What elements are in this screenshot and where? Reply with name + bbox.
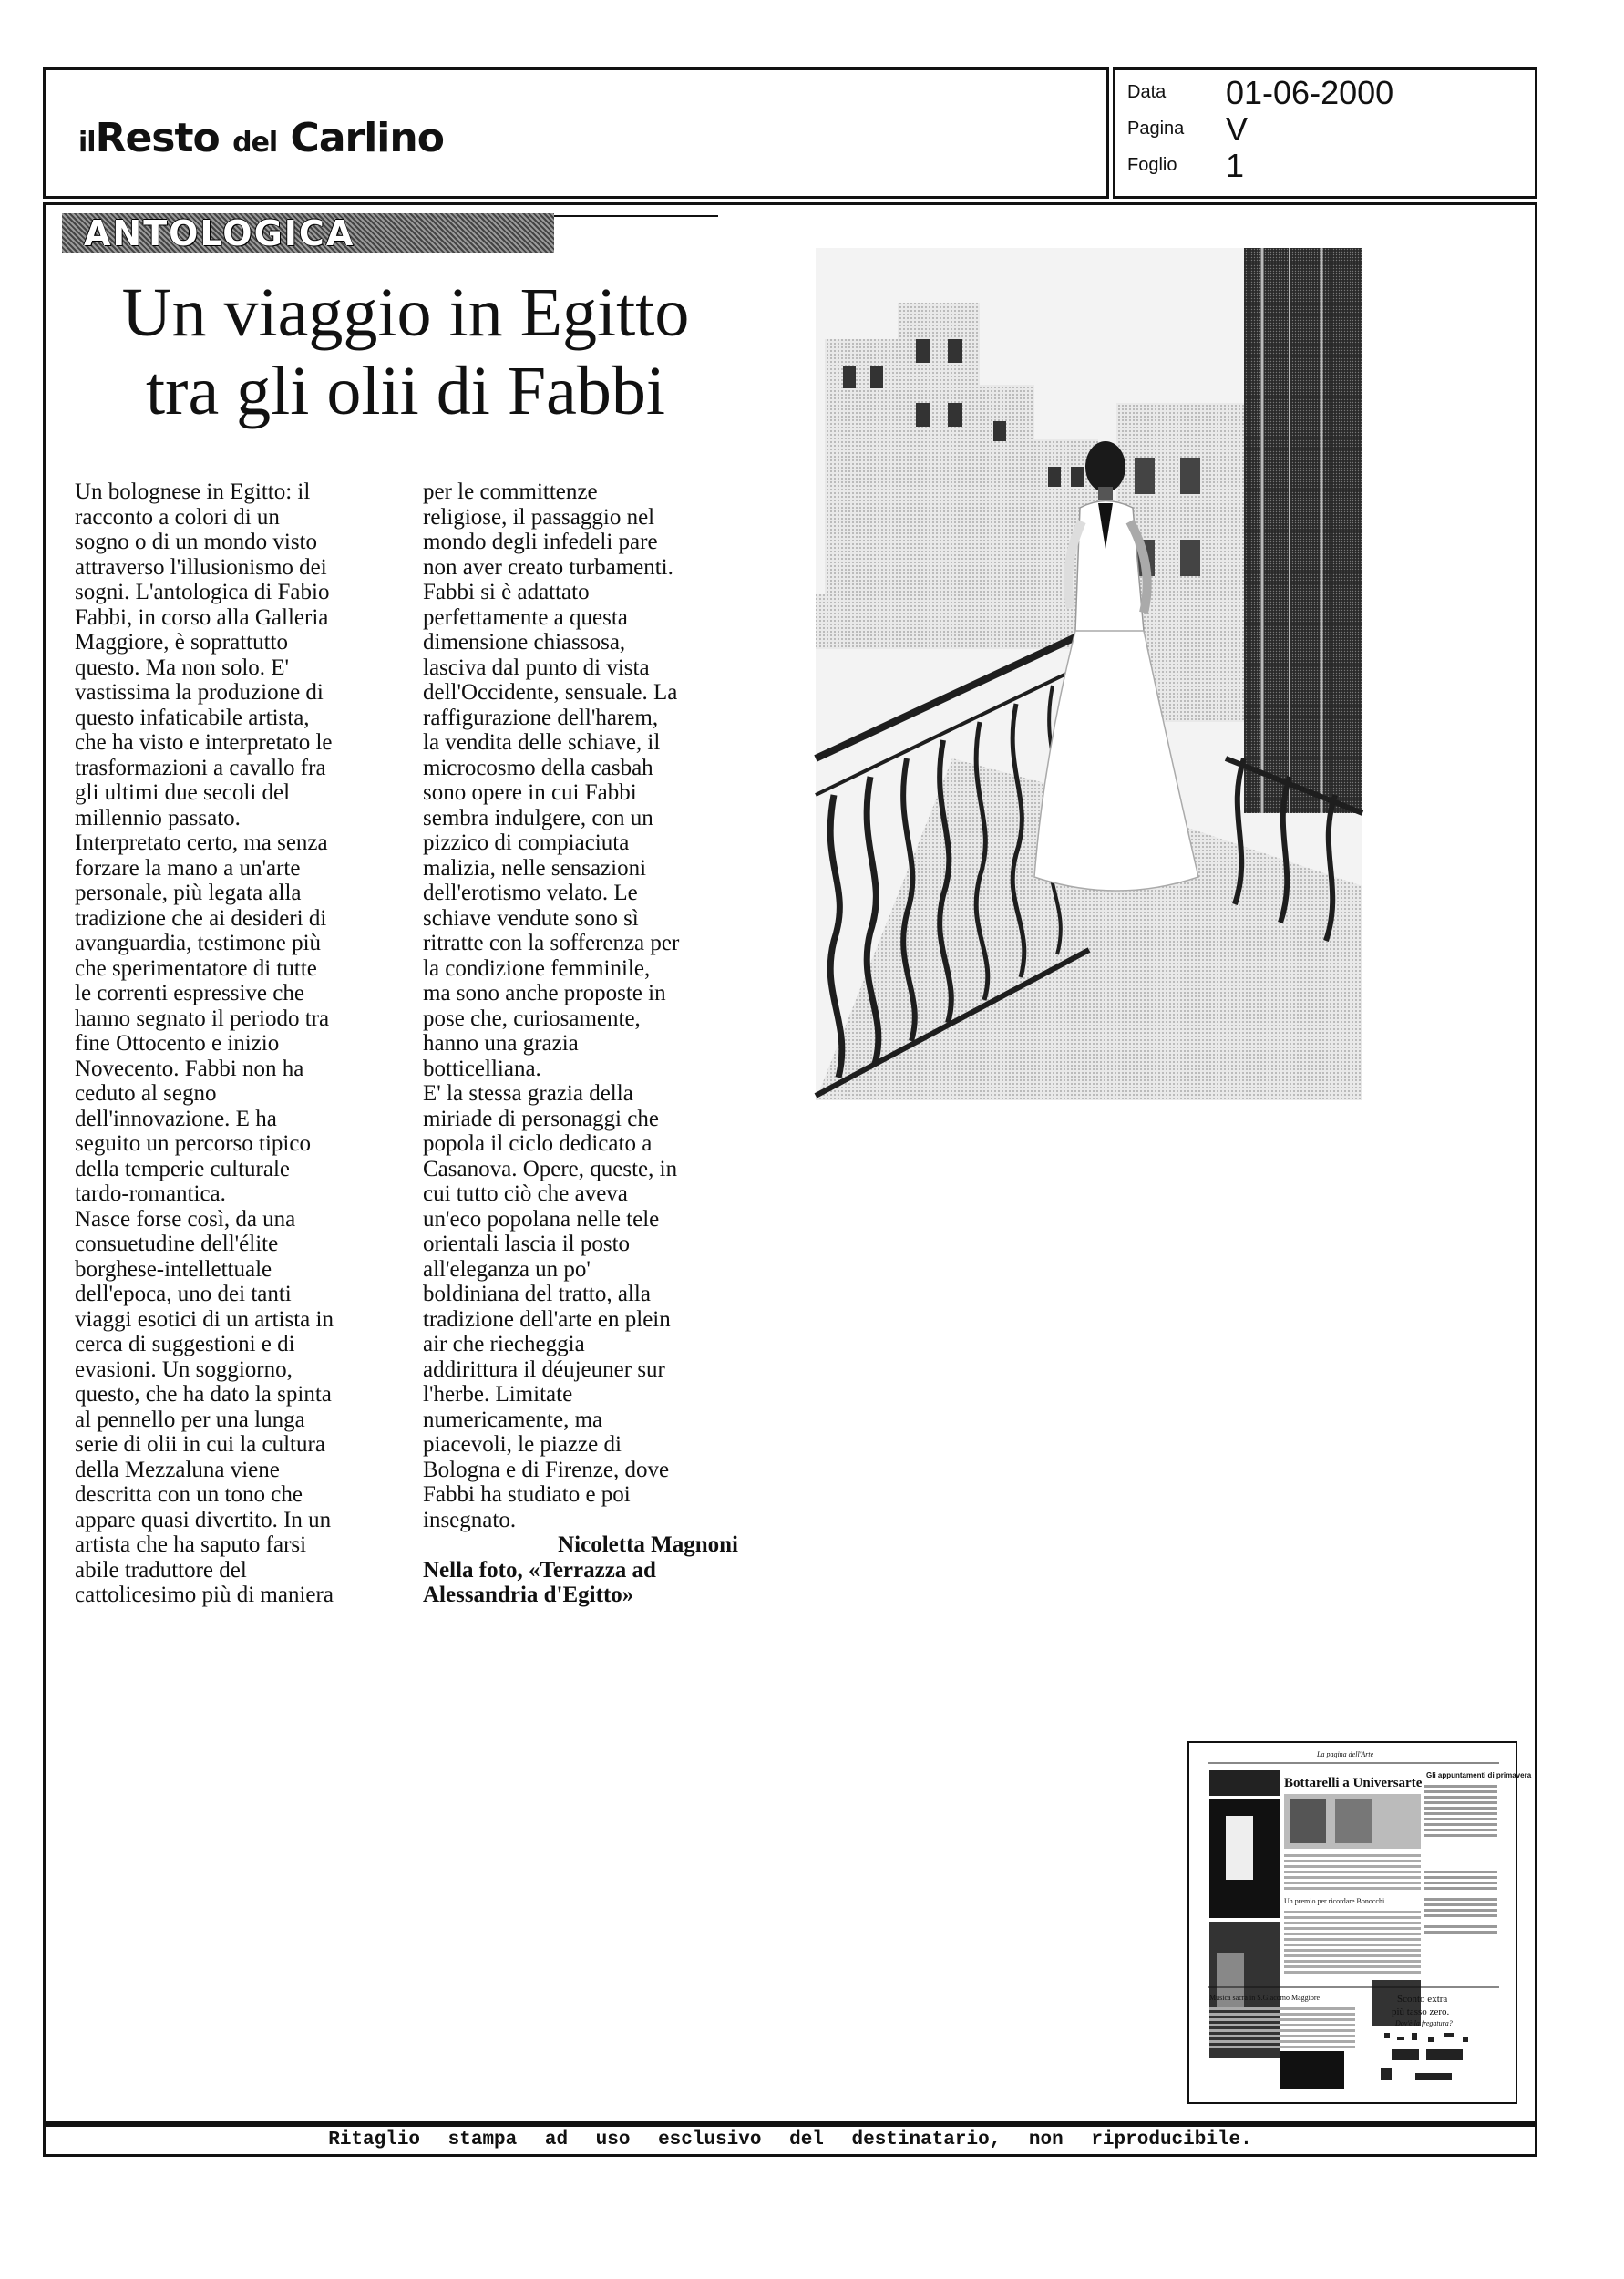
byline: Nicoletta Magnoni [558,1532,738,1557]
article-line: della Mezzaluna viene [75,1457,280,1482]
article-line: sono opere in cui Fabbi [423,780,637,805]
article-line: serie di olii in cui la cultura [75,1432,325,1457]
article-line: descritta con un tono che [75,1482,303,1507]
article-line: non aver creato turbamenti. [423,554,673,580]
headline-line-2: tra gli olii di Fabbi [146,353,665,429]
article-line: dimensione chiassosa, [423,630,626,655]
article-column-1 [75,480,394,1608]
article-line: viaggi esotici di un artista in [75,1306,334,1332]
article-line: millennio passato. [75,805,241,830]
article-line: ceduto al segno [75,1081,217,1106]
article-line: appare quasi divertito. In un [75,1507,332,1532]
article-line: Nasce forse così, da una [75,1206,296,1232]
article-line: borghese-intellettuale [75,1256,272,1282]
article-line: la vendita delle schiave, il [423,730,661,755]
article-line: la condizione femminile, [423,955,651,981]
article-line: dell'erotismo velato. Le [423,881,638,905]
article-line: Fabbi ha studiato e poi [423,1482,631,1507]
article-line: trasformazioni a cavallo fra [75,755,326,780]
foglio-label: Foglio [1127,155,1177,175]
article-line: botticelliana. [423,1056,541,1081]
thumb-ad-line-2: più tasso zero. [1392,2006,1450,2017]
article-line: Novecento. Fabbi non ha [75,1056,304,1081]
article-line: air che riecheggia [423,1332,585,1356]
photo-caption-line-1: Nella foto, «Terrazza ad [423,1557,656,1583]
article-line: dell'epoca, uno dei tanti [75,1282,292,1306]
painting-photo [816,248,1362,1100]
article-line: raffigurazione dell'harem, [423,705,659,730]
article-line: un'eco popolana nelle tele [423,1206,660,1232]
article-line: tardo-romantica. [75,1181,226,1206]
logo-word-carlino: Carlino [290,115,444,161]
article-line: questo infaticabile artista, [75,705,310,730]
article-line: insegnato. [423,1507,517,1532]
article-line: che ha visto e interpretato le [75,730,333,755]
article-line: dell'Occidente, sensuale. La [423,680,678,705]
article-line: Un bolognese in Egitto: il [75,480,311,504]
article-line: microcosmo della casbah [423,755,653,780]
article-line: addirittura il déujeuner sur [423,1356,665,1382]
article-line: ma sono anche proposte in [423,981,666,1005]
article-headline [55,273,756,430]
data-label: Data [1127,82,1167,102]
thumb-headline: Bottarelli a Universarte [1284,1776,1423,1790]
article-line: Casanova. Opere, queste, in [423,1156,678,1181]
article-line: consuetudine dell'élite [75,1232,279,1256]
article-line: al pennello per una lunga [75,1407,305,1432]
article-line: Interpretato certo, ma senza [75,830,328,855]
article-line: artista che ha saputo farsi [75,1532,307,1557]
section-label: ANTOLOGICA [62,213,554,253]
article-line: orientali lascia il posto [423,1232,631,1256]
article-line: vastissima la produzione di [75,680,324,705]
pagina-label: Pagina [1127,119,1185,139]
article-line: hanno una grazia [423,1031,579,1056]
article-line: racconto a colori di un [75,504,280,530]
article-line: tradizione dell'arte en plein [423,1306,671,1332]
article-line: perfettamente a questa [423,604,628,630]
article-line: personale, più legata alla [75,881,302,905]
article-line: forzare la mano a un'arte [75,855,301,881]
article-line: le correnti espressive che [75,981,304,1005]
article-line: all'eleganza un po' [423,1256,591,1282]
article-line: piacevoli, le piazze di [423,1432,622,1457]
article-line: seguito un percorso tipico [75,1131,311,1156]
article-line: tradizione che ai desideri di [75,905,327,931]
logo-mid: del [232,127,278,159]
article-line: l'herbe. Limitate [423,1382,573,1407]
page-thumbnail [1187,1741,1532,2104]
article-line: questo. Ma non solo. E' [75,655,290,680]
article-line: Fabbi, in corso alla Galleria [75,604,329,630]
thumb-headline-prize: Un premio per ricordare Bonocchi [1284,1897,1385,1905]
article-line: fine Ottocento e inizio [75,1031,280,1056]
article-line: cattolicesimo più di maniera [75,1583,334,1607]
article-line: Bologna e di Firenze, dove [423,1457,670,1482]
article-line: della temperie culturale [75,1156,290,1181]
article-line: sogni. L'antologica di Fabio [75,580,330,604]
article-column-2 [423,480,742,1608]
article-line: schiave vendute sono sì [423,905,639,931]
newspaper-logo [78,115,444,161]
article-line: per le committenze [423,480,598,504]
footer-note: Ritaglio stampa ad uso esclusivo del destinatario, non riproducibile. [328,2129,1252,2150]
logo-word-resto: Resto [95,115,220,161]
article-line: che sperimentatore di tutte [75,955,317,981]
painting-illustration [816,248,1362,1100]
article-line: avanguardia, testimone più [75,931,322,955]
pagina-value: V [1226,110,1249,148]
thumb-ad-line-3: Dov'è la fregatura? [1395,2019,1453,2027]
article-line: popola il ciclo dedicato a [423,1131,653,1156]
article-line: pose che, curiosamente, [423,1005,641,1031]
thumb-header: La pagina dell'Arte [1317,1750,1374,1758]
data-value: 01-06-2000 [1226,74,1394,111]
article-line: sogno o di un mondo visto [75,530,317,554]
article-line: lasciva dal punto di vista [423,655,650,680]
article-line: Fabbi si è adattato [423,580,590,604]
article-column-2-body [423,480,742,1532]
article-line: abile traduttore del [75,1557,247,1583]
article-line: pizzico di compiaciuta [423,830,630,855]
thumb-headline-music: Musica sacra in S.Giacomo Maggiore [1209,1994,1321,2002]
section-rule [554,215,718,217]
article-line: gli ultimi due secoli del [75,780,291,805]
foglio-value: 1 [1226,147,1245,184]
article-line: mondo degli infedeli pare [423,530,658,554]
headline-line-1: Un viaggio in Egitto [121,274,690,351]
article-line: ritratte con la sofferenza per [423,931,680,955]
article-line: sembra indulgere, con un [423,805,653,830]
article-line: cerca di suggestioni e di [75,1332,295,1356]
article-line: miriade di personaggi che [423,1106,659,1131]
article-line: evasioni. Un soggiorno, [75,1356,293,1382]
article-line: malizia, nelle sensazioni [423,855,647,881]
article-line: numericamente, ma [423,1407,603,1432]
article-line: E' la stessa grazia della [423,1081,633,1106]
article-line: attraverso l'illusionismo dei [75,554,327,580]
thumb-side-headline: Gli appuntamenti di primavera [1426,1771,1532,1779]
thumb-ad-line-1: Sconto extra [1397,1994,1448,2005]
article-line: questo, che ha dato la spinta [75,1382,332,1407]
photo-caption-line-2: Alessandria d'Egitto» [423,1583,634,1607]
article-line: religiose, il passaggio nel [423,504,655,530]
article-line: cui tutto ciò che aveva [423,1181,628,1206]
article-line: dell'innovazione. E ha [75,1106,277,1131]
article-line: Maggiore, è soprattutto [75,630,288,655]
logo-prefix: il [78,127,96,159]
page-thumbnail-illustration [1189,1743,1532,2102]
article-line: boldiniana del tratto, alla [423,1282,651,1306]
article-line: hanno segnato il periodo tra [75,1005,330,1031]
